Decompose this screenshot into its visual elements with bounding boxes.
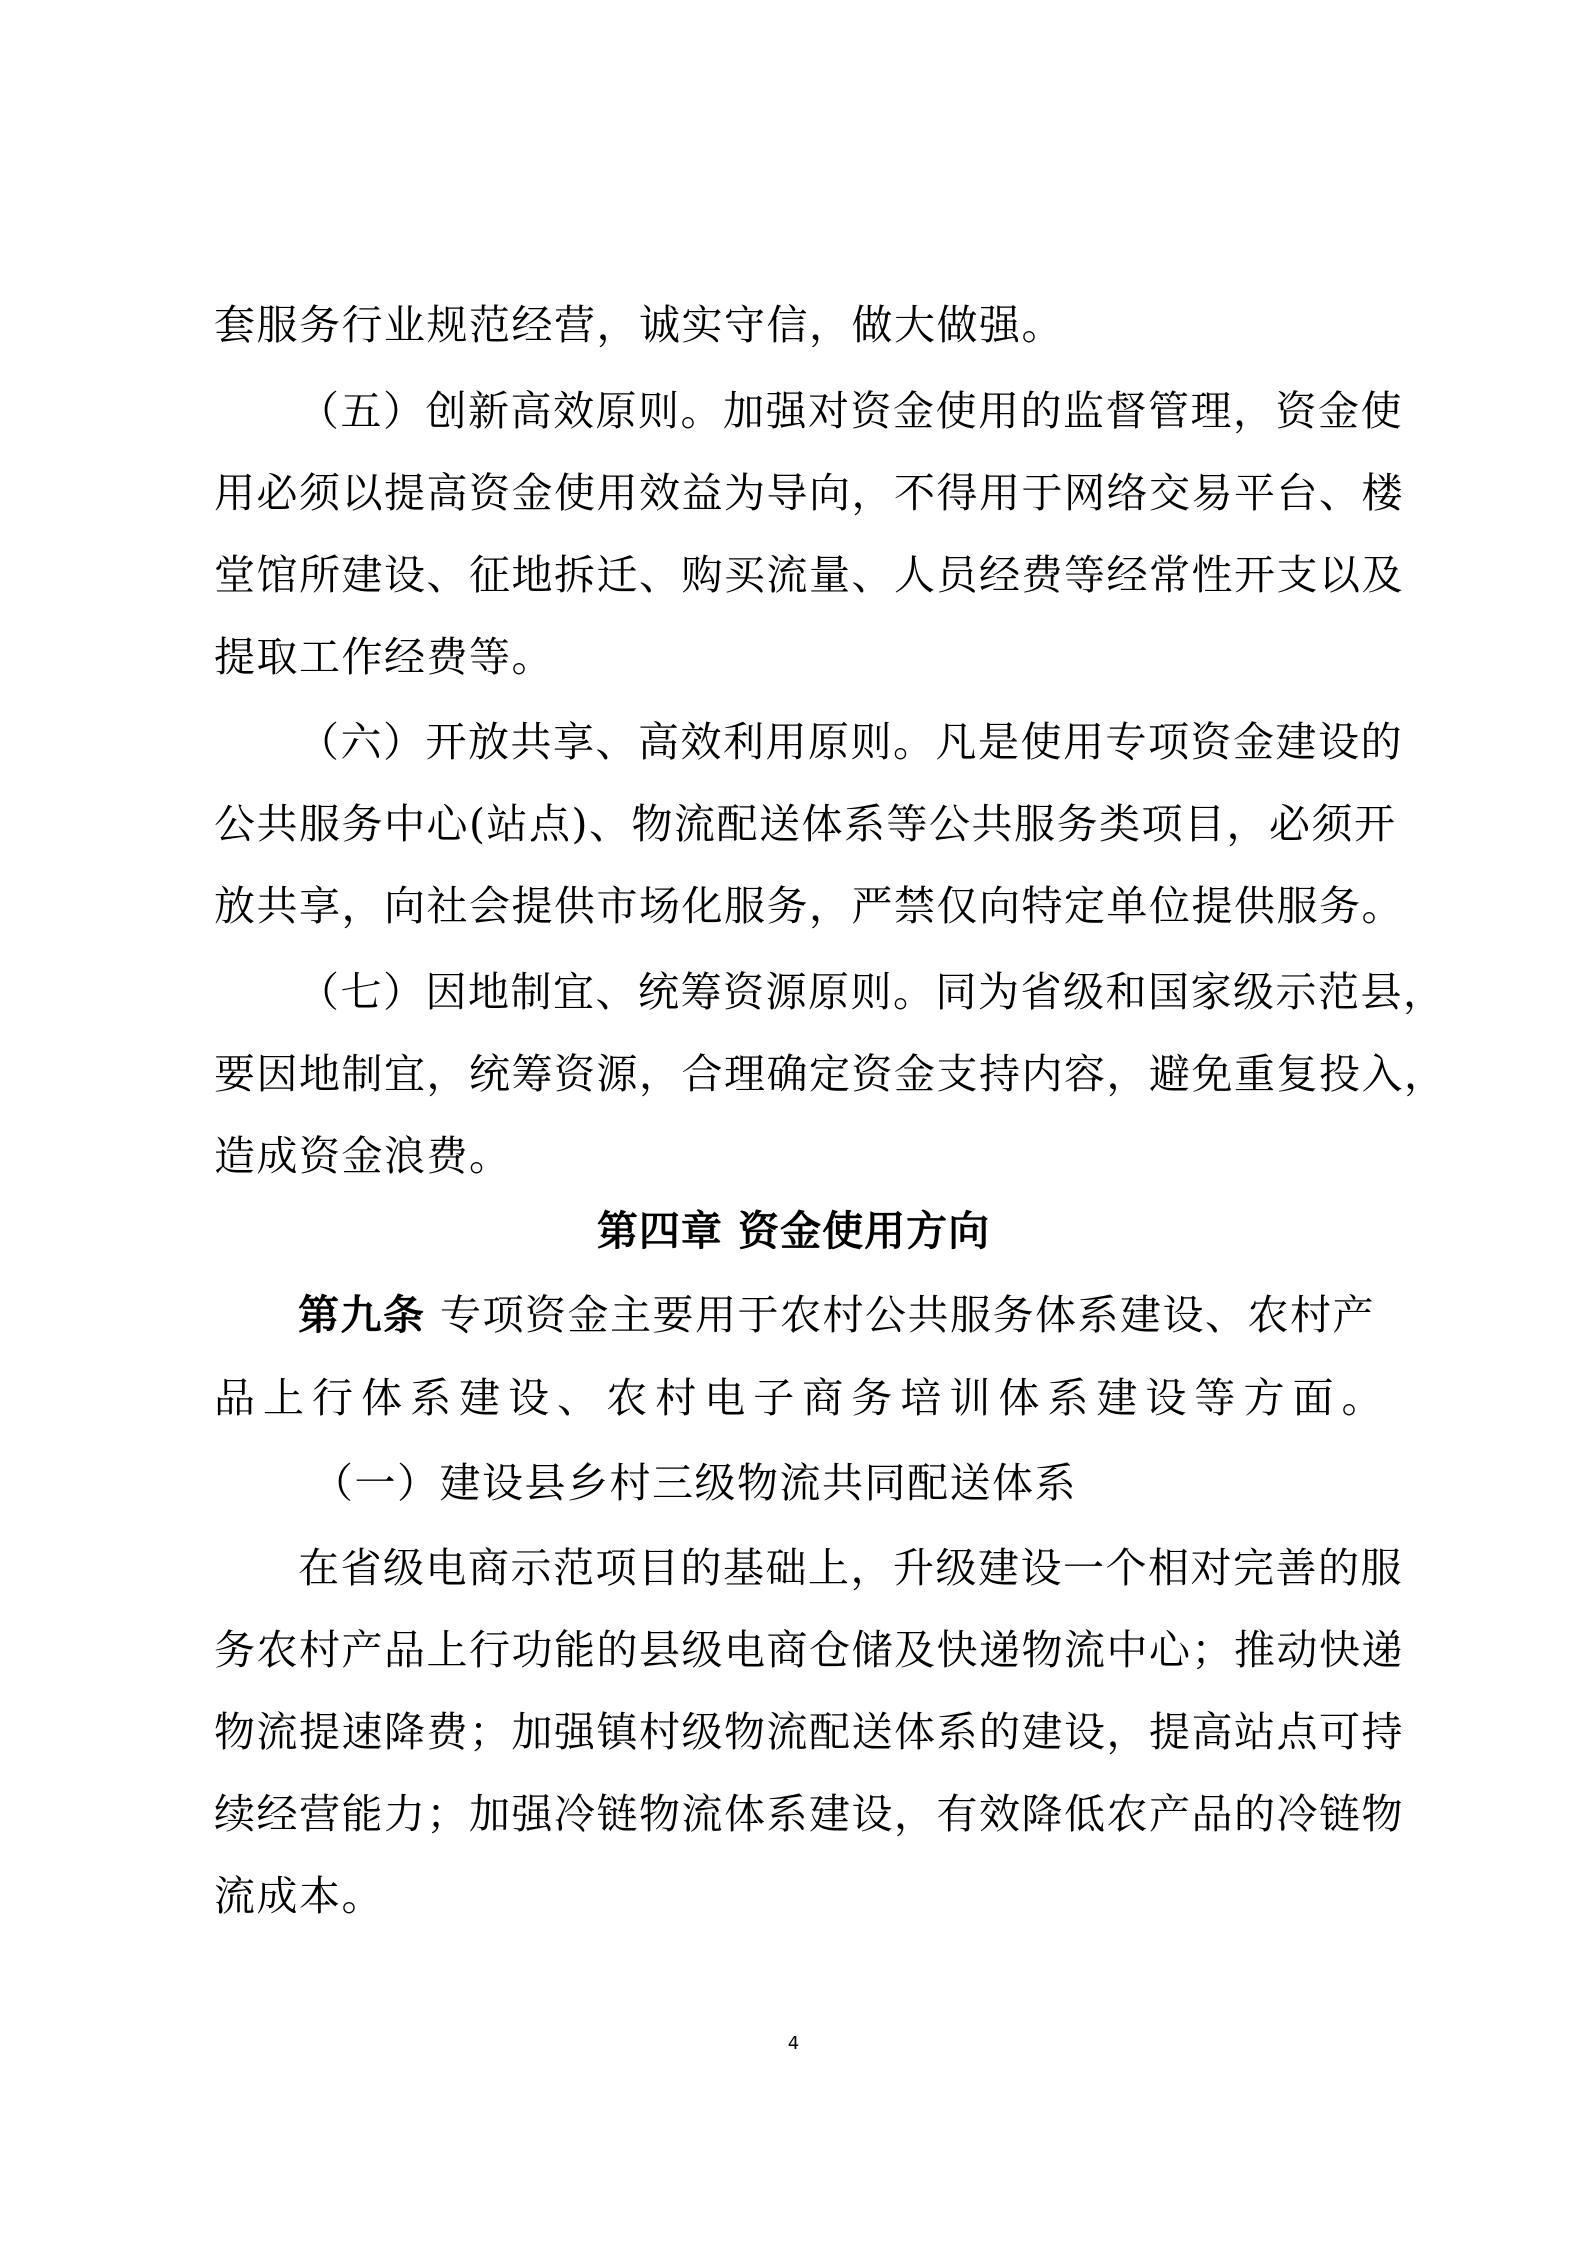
paragraph-line: 造成资金浪费。 xyxy=(214,1132,512,1180)
paragraph-line: （五）创新高效原则。加强对资金使用的监督管理，资金使 xyxy=(298,387,1403,435)
chapter-heading: 第四章 资金使用方向 xyxy=(596,1207,991,1255)
paragraph-line: 提取工作经费等。 xyxy=(214,633,554,681)
paragraph-line: 物流提速降费；加强镇村级物流配送体系的建设，提高站点可持 xyxy=(214,1708,1404,1756)
paragraph-line: （七）因地制宜、统筹资源原则。同为省级和国家级示范县， xyxy=(298,968,1446,1016)
article-text: 专项资金主要用于农村公共服务体系建设、农村产 xyxy=(425,1291,1376,1339)
article-label: 第九条 xyxy=(298,1291,426,1339)
paragraph-line: 堂馆所建设、征地拆迁、购买流量、人员经费等经常性开支以及 xyxy=(214,551,1404,599)
paragraph-line: 务农村产品上行功能的县级电商仓储及快递物流中心；推动快递 xyxy=(214,1626,1404,1674)
paragraph-line: 用必须以提高资金使用效益为导向，不得用于网络交易平台、楼 xyxy=(214,469,1404,517)
subsection-title: （一）建设县乡村三级物流共同配送体系 xyxy=(312,1459,1077,1507)
paragraph-line: （六）开放共享、高效利用原则。凡是使用专项资金建设的 xyxy=(298,718,1403,766)
paragraph-line: 放共享，向社会提供市场化服务，严禁仅向特定单位提供服务。 xyxy=(214,882,1404,930)
paragraph-line: 品上行体系建设、农村电子商务培训体系建设等方面。 xyxy=(214,1374,1384,1422)
paragraph-line: 要因地制宜，统筹资源，合理确定资金支持内容，避免重复投入， xyxy=(214,1050,1447,1098)
paragraph-line: 流成本。 xyxy=(214,1872,384,1920)
paragraph-line: 在省级电商示范项目的基础上，升级建设一个相对完善的服 xyxy=(298,1544,1403,1592)
paragraph-line: 续经营能力；加强冷链物流体系建设，有效降低农产品的冷链物 xyxy=(214,1790,1404,1838)
page-number: 4 xyxy=(787,2033,800,2054)
paragraph-line: 套服务行业规范经营，诚实守信，做大做强。 xyxy=(214,301,1064,349)
article-9-line xyxy=(298,1285,1384,1345)
paragraph-line: 公共服务中心(站点)、物流配送体系等公共服务类项目，必须开 xyxy=(214,800,1397,848)
